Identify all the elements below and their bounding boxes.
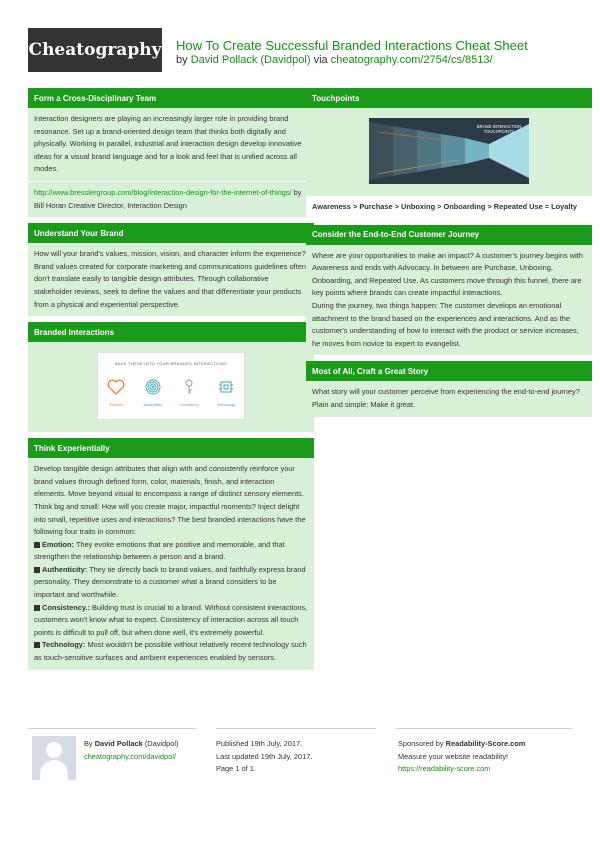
trait-text: They evoke emotions that are positive and memorable, and that strengthen the relationship between a person and a brand. [34, 539, 285, 562]
section-title: Understand Your Brand [28, 223, 314, 243]
author-link[interactable]: David Pollack (Davidpol) [190, 54, 311, 66]
technology-label: Technology [216, 402, 235, 407]
trait-text: Most wouldn't be possible without relatively recent technology such as touch-sensitive surfaces and ambient experiences enabled by sensors. [34, 640, 307, 663]
section-body: How will your brand's values, mission, vision, and character inform the experience? Brand values created for corporate marketing and communications guidelines often don't translate easily to tangible design attributes. Through collaborative stakeholder reviews, seek to define the values and that differentiate your products from a physical and experiential perspective. [28, 243, 314, 316]
footer-divider [28, 728, 196, 729]
key-icon [180, 379, 198, 395]
footer-dates [216, 738, 312, 776]
sponsor-prefix: Sponsored by [398, 739, 444, 748]
graphic-title: BRAND INTERACTION TOUCHPOINTS [476, 124, 522, 134]
trait-name: Technology: [42, 640, 86, 650]
consistency-item [172, 379, 206, 412]
byline-via: via [313, 54, 328, 66]
touchpoints-funnel-graphic [369, 118, 529, 184]
section-title: Form a Cross-Disciplinary Team [28, 88, 314, 108]
footer-author-name: David Pollack [94, 739, 143, 748]
section-source [28, 181, 314, 217]
authenticity-label: Authenticity [143, 402, 163, 407]
footer-author-link[interactable]: cheatography.com/davidpol/ [84, 751, 176, 761]
section-branded-interactions [28, 322, 314, 432]
consistency-label: Consistency [179, 402, 200, 407]
bullet-icon [34, 642, 40, 648]
footer-divider [396, 728, 572, 729]
section-body [306, 108, 592, 196]
section-touchpoints [306, 88, 592, 219]
authenticity-item [136, 379, 170, 412]
trait-text: They tie directly back to brand values, and faithfully express brand personality. They demonstrate to a customer what a brand considers to be important and worthwhile. [34, 564, 306, 600]
section-great-story [306, 361, 592, 416]
journey-flow: Awareness > Purchase > Unboxing > Onboarding > Repeated Use = Loyalty [306, 196, 592, 219]
section-think-experientially [28, 438, 314, 670]
section-body [28, 458, 314, 670]
emotion-item [99, 379, 133, 412]
byline-by: by [176, 54, 188, 66]
paragraph-2: During the journey, two things happen: The customer develops an emotional attachment to the brand based on the experiences and interactions. And as the customer's understanding of how to interact with the product or service increases, he moves from novice to expert to evangelist. [312, 300, 579, 348]
paragraph-1: Where are your opportunities to make an impact? A customer's journey begins with Awareness and ends with Advocacy. In between are Purchase, Unboxing, Onboarding, and Repeated Use. As customers move through this funnel, there are key points where brands can create impactful interactions. [312, 250, 583, 298]
byline [176, 54, 493, 66]
trait-emotion [34, 539, 308, 564]
chip-icon [217, 379, 235, 395]
footer-divider [216, 728, 376, 729]
section-understand-brand [28, 223, 314, 316]
trait-authenticity [34, 564, 308, 602]
section-body [28, 342, 314, 432]
footer-author-handle: (Davidpol) [144, 739, 179, 748]
section-title: Most of All, Craft a Great Story [306, 361, 592, 381]
bullet-icon [34, 605, 40, 611]
footer-sponsor [398, 738, 525, 776]
intro-text: Develop tangible design attributes that align with and consistently reinforce your brand values through defined form, color, materials, finish, and interaction elements. Move beyond visual to encompass a range of distinct sensory elements. Think big and small: How will you create major, impactful moments? Inject delight into small, repetitive uses and interactions? The best branded interactions have the following four traits in common: [34, 464, 306, 537]
section-body: What story will your customer perceive from experiencing the end-to-end journey? Plain and simple: Make it great. [306, 381, 592, 416]
source-credit: by Bill Horan Creative Director, Interaction Design [34, 187, 302, 210]
trait-technology [34, 639, 308, 664]
section-title: Think Experientially [28, 438, 314, 458]
sponsor-text: Measure your website readability! [398, 751, 509, 761]
author-avatar[interactable] [32, 736, 76, 780]
trait-text: Building trust is crucial to a brand. Without consistent interactions, customers won't know what to expect. Consistency of interaction across all touch points is difficult to pull off, but when done well, it's extremely powerful. [34, 602, 308, 637]
fingerprint-icon [144, 379, 162, 395]
trait-consistency [34, 602, 308, 640]
section-cross-disciplinary [28, 88, 314, 217]
right-column [306, 88, 592, 423]
footer-author [84, 738, 179, 763]
updated-date: Last updated 19th July, 2017. [216, 751, 313, 761]
section-customer-journey [306, 225, 592, 356]
section-title: Consider the End-to-End Customer Journey [306, 225, 592, 245]
page-count: Page 1 of 1. [216, 764, 256, 774]
sheet-url-link[interactable]: cheatography.com/2754/cs/8513/ [330, 54, 493, 66]
page-title: How To Create Successful Branded Interactions Cheat Sheet [176, 38, 528, 53]
source-link[interactable]: http://www.bresslergroup.com/blog/interaction-design-for-the-internet-of-things/ [34, 187, 292, 197]
bullet-icon [34, 567, 40, 573]
emotion-label: Emotion [109, 402, 123, 407]
footer-by: By [84, 739, 93, 748]
section-title: Touchpoints [306, 88, 592, 108]
technology-item [209, 379, 243, 412]
branded-interactions-graphic [97, 352, 245, 420]
trait-name: Consistency.: [42, 602, 90, 612]
sponsor-link[interactable]: https://readability-score.com [398, 764, 491, 774]
bullet-icon [34, 542, 40, 548]
published-date: Published 19th July, 2017. [216, 739, 303, 748]
section-body: Interaction designers are playing an increasingly larger role in providing brand resonance. Set up a brand-oriented design team that thinks both digitally and physically. Working in parallel, industrial and interaction design develop innovative ideas for a visual brand language and for a look and feel that is unified across all modes. [28, 108, 314, 181]
heart-icon [107, 379, 125, 395]
left-column [28, 88, 314, 676]
trait-name: Authenticity: [42, 564, 88, 574]
section-title: Branded Interactions [28, 322, 314, 342]
sponsor-name[interactable]: Readability-Score.com [445, 739, 526, 748]
section-body [306, 245, 592, 356]
site-logo[interactable]: Cheatography [28, 28, 162, 72]
trait-name: Emotion: [42, 539, 75, 549]
graphic-caption: BAKE THESE INTO YOUR BRANDED INTERACTIONS [114, 361, 228, 367]
